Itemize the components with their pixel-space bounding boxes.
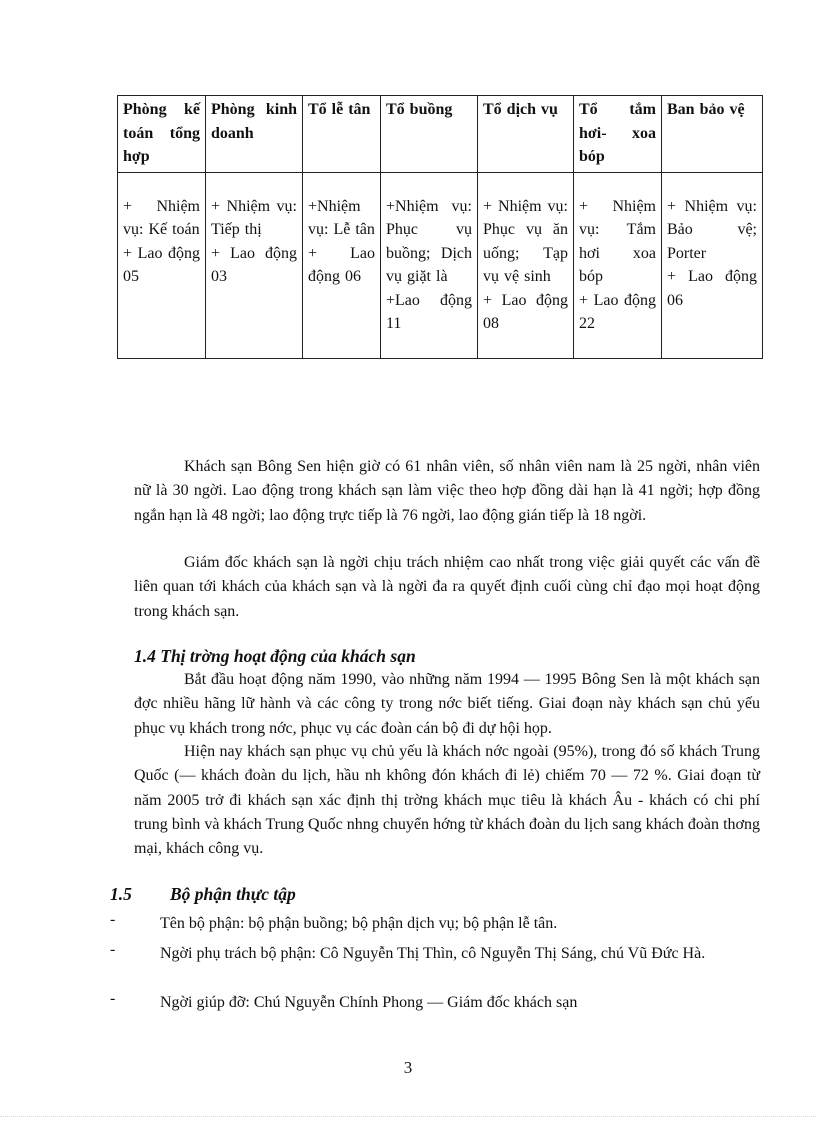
bullet-text: Ngời giúp đỡ: Chú Nguyễn Chính Phong — Giám đốc khách sạn [160,994,578,1011]
labor-text: + Lao động 03 [211,244,297,285]
table-cell [303,172,381,358]
table-cell [206,172,303,358]
table-cell [478,172,574,358]
dash-bullet: - [110,911,116,928]
organization-table [117,95,763,359]
labor-text: + Lao động 08 [483,291,568,332]
table-cell [662,172,763,358]
staff-paragraph: Khách sạn Bông Sen hiện giờ có 61 nhân viên, số nhân viên nam là 25 ngời, nhân viên nữ là 30 ngời. Lao động trong khách sạn làm việc theo hợp đồng dài hạn là 41 ngời; hợp đồng ngắn hạn là 48 ngời; lao động trực tiếp là 76 ngời, lao động gián tiếp là 18 ngời. [134,458,760,524]
header-cell: Ban bảo vệ [662,96,763,173]
dash-bullet: - [110,941,116,958]
task-text: + Nhiệm vụ: Kế toán [123,197,200,238]
header-cell: Tổ tắm hơi- xoa bóp [574,96,662,173]
section-1-4-heading: 1.4 Thị trờng hoạt động của khách sạn [134,646,416,666]
page-number: 3 [403,1058,413,1077]
labor-text: +Lao động 11 [386,291,472,332]
labor-text: + Lao động 06 [308,244,375,285]
task-text: +Nhiệm vụ: Phục vụ buồng; Dịch vụ giặt là [386,197,472,285]
table-row [118,172,763,358]
task-text: + Nhiệm vụ: Tiếp thị [211,197,297,238]
task-text: + Nhiệm vụ: Phục vụ ăn uống; Tạp vụ vệ sinh [483,197,568,285]
header-cell: Tổ dịch vụ [478,96,574,173]
list-item [110,942,760,965]
table-cell [574,172,662,358]
section-title: Bộ phận thực tập [170,884,296,904]
labor-text: + Lao động 06 [667,268,757,309]
labor-text: + Lao động 22 [579,291,656,332]
header-cell: Tổ lễ tân [303,96,381,173]
labor-text: + Lao động 05 [123,244,200,285]
director-paragraph: Giám đốc khách sạn là ngời chịu trách nhiệm cao nhất trong việc giải quyết các vấn đề liên quan tới khách của khách sạn và là ngời đa ra quyết định cuối cùng chỉ đạo mọi hoạt động trong khách sạn. [134,554,760,620]
market-paragraph-2: Hiện nay khách sạn phục vụ chủ yếu là khách nớc ngoài (95%), trong đó số khách Trung Quốc (— khách đoàn du lịch, hầu nh không đón khách đi lẻ) chiếm 70 — 72 %. Giai đoạn từ năm 2005 trở đi khách sạn xác định thị trờng khách mục tiêu là khách Âu - khách có chi phí trung bình và khách Trung Quốc nhng chuyển hớng từ khách đoàn du lịch sang khách đoàn thơng mại, khách công vụ. [134,743,760,858]
task-text: +Nhiệm vụ: Lễ tân [308,197,375,238]
section-1-5-heading [110,884,296,905]
task-text: + Nhiệm vụ: Tắm hơi xoa bóp [579,197,656,285]
section-number: 1.5 [110,884,132,904]
list-item [110,912,760,935]
table-header-row [118,96,763,173]
table-cell [118,172,206,358]
header-cell: Phòng kế toán tổng hợp [118,96,206,173]
bullet-text: Tên bộ phận: bộ phận buồng; bộ phận dịch vụ; bộ phận lễ tân. [160,915,558,932]
bullet-text: Ngời phụ trách bộ phận: Cô Nguyễn Thị Thìn, cô Nguyễn Thị Sáng, chú Vũ Đức Hà. [160,945,706,962]
task-text: + Nhiệm vụ: Bảo vệ; Porter [667,197,757,262]
dash-bullet: - [110,990,116,1007]
table-cell [381,172,478,358]
page-bottom-divider [0,1116,816,1117]
list-item [110,991,760,1014]
header-cell: Phòng kinh doanh [206,96,303,173]
header-cell: Tổ buồng [381,96,478,173]
market-paragraph-1: Bắt đầu hoạt động năm 1990, vào những năm 1994 — 1995 Bông Sen là một khách sạn đợc nhiều hãng lữ hành và các công ty trong nớc biết tiếng. Giai đoạn này khách sạn chủ yếu phục vụ khách trong nớc, phục vụ các đoàn cán bộ đi dự hội họp. [134,671,760,737]
